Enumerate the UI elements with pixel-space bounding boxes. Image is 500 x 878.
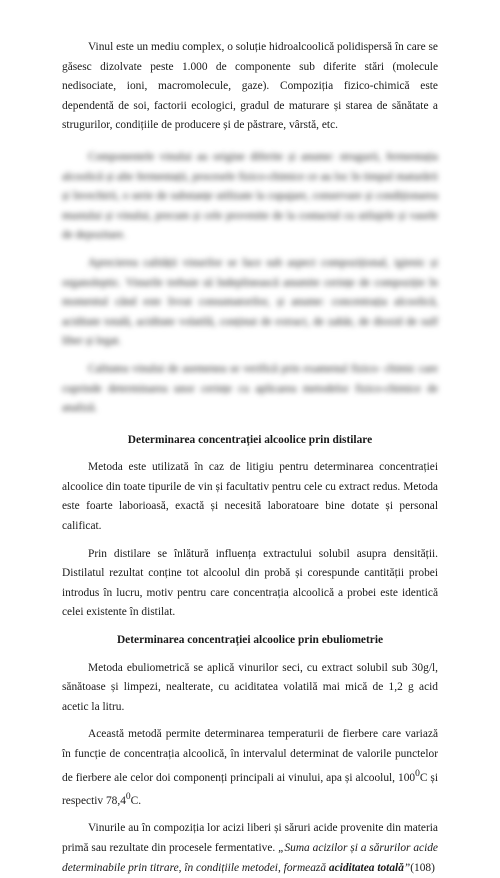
degree-superscript: 0: [415, 768, 420, 779]
acidity-text: Vinurile au în compoziția lor acizi liberi și săruri acide provenite din materia primă sau rezultate din procesele fermentative.: [62, 822, 438, 854]
acidity-paragraph: [62, 819, 438, 878]
intro-paragraph: Vinul este un mediu complex, o soluție hidroalcoolică polidispersă în care se găsesc dizolvate peste 1.000 de componente sub diferite stări (molecule nedisociate, ioni, macromolecule, gaze). Compoziția fizico-chimică este dependentă de soi, factorii ecologici, gradul de maturare și starea de sănătate a strugurilor, condițiile de producere și de păstrare, vârstă, etc.: [62, 41, 438, 132]
acidity-term: aciditatea totală: [328, 861, 404, 874]
reference-number: (108): [410, 861, 435, 874]
acidity-quote-text: „Suma acizilor și a sărurilor acide determinabile prin titrare, în condițiile metodei, formează: [62, 841, 438, 874]
boiling-point-text-mid: C și respectiv 78,4: [62, 771, 438, 807]
section-heading-ebulliometry: Determinarea concentrației alcoolice prin ebuliometrie: [116, 634, 384, 647]
blurred-paragraph-quality: Aprecierea calității vinurilor se face sub aspect compozițional, igienic și organoleptic. Vinurile trebuie să îndeplinească anumite cerințe de compoziție în momentul când este livrat consumatorilor, și anume: concentrația alcoolică, aciditate totală, aciditate volatilă, conținut de extract, de zahăr, de dioxid de sulf liber și legat.: [62, 256, 438, 348]
distillation-principle-paragraph: Prin distilare se înlătură influența extractului solubil asupra densității. Distilatul rezultat conține tot alcoolul din probă și corespunde cantității probei introdus în lucru, motiv pentru care concentrația alcoolică a probei este identică celei existente în distilat.: [62, 547, 438, 619]
blurred-paragraph-analysis: Calitatea vinului de asemenea se verifică prin examenul fizico- chimic care cuprinde determinarea unor cerințe cu aplicarea metodelor fizico-chimice de analiză.: [62, 362, 438, 415]
blurred-paragraph-components: Componentele vinului au origine diferite și anume: strugurii, fermentația alcoolică și alte fermentații, procesele fizico-chimice ce au loc în timpul maturării și învechirii, o serie de substanțe utilizate la cupajare, conservare și condiționarea mustului și vinului, precum și cele provenite de la contactul cu utilajele și vasele de depozitare.: [62, 150, 438, 242]
degree-superscript: 0: [125, 791, 131, 802]
boiling-point-text-end: C.: [130, 794, 142, 807]
ebulliometry-scope-paragraph: Metoda ebuliometrică se aplică vinurilor seci, cu extract solubil sub 30g/l, sănătoase și limpezi, nealterate, cu aciditatea volatilă mai mică de 1,2 g acid acetic la litru.: [62, 661, 438, 713]
acidity-quote-close: ”: [403, 861, 411, 874]
ebulliometry-principle-paragraph: [62, 725, 438, 811]
boiling-point-text: Această metodă permite determinarea temperaturii de fierbere care variază în funcție de concentrația alcoolică, în intervalul determinat de valorile punctelor de fierbere ale celor doi componenți principali ai vinului, apa și alcoolul, 100: [62, 728, 438, 784]
section-heading-distillation: Determinarea concentrației alcoolice prin distilare: [127, 433, 373, 446]
distillation-method-paragraph: Metoda este utilizată în caz de litigiu pentru determinarea concentrației alcoolice din toate tipurile de vin și facultativ pentru cele cu extract redus. Metoda este foarte laborioasă, exactă și necesită laboratoare bine dotate și personal calificat.: [62, 461, 438, 533]
